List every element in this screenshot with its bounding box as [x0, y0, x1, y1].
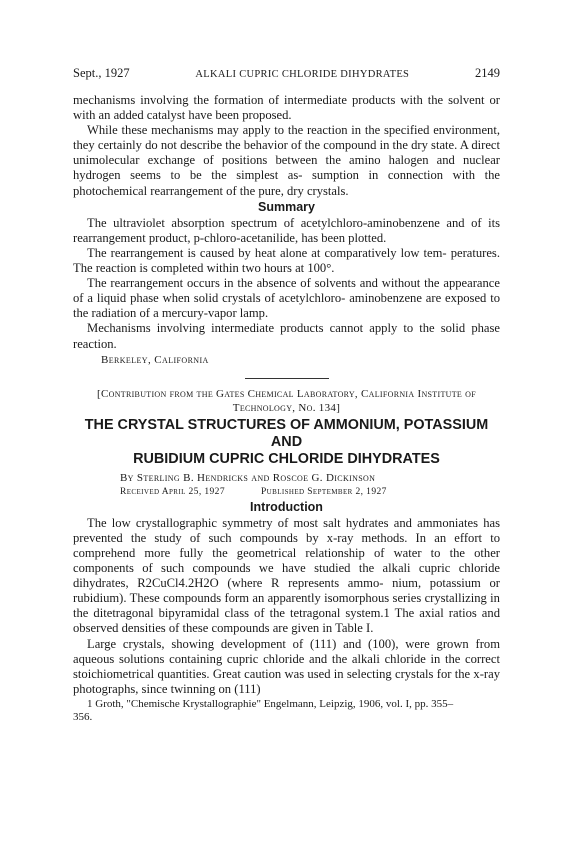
text-line: and of its rearrangement product, p-chloro-acetanilide, has been plotted. [73, 215, 500, 245]
introduction-heading: Introduction [250, 499, 323, 514]
text-line: from aqueous solutions containing cupric chloride and the alkali chloride [73, 636, 500, 666]
article-title [73, 417, 500, 468]
publication-dates [73, 485, 500, 499]
text-line: The rearrangement is caused by heat alone at comparatively low tem- [87, 245, 451, 260]
text-line: peratures. The reaction is completed within two hours at 100°. [73, 245, 500, 276]
section-divider [245, 378, 329, 379]
prev-article-paragraph [73, 123, 500, 198]
contribution-line: Technology, No. 134] [232, 401, 341, 414]
summary-paragraph [73, 321, 500, 351]
text-line: the appearance of a liquid phase when solid crystals of acetylchloro- [73, 276, 500, 306]
text-line: has prevented the study of such compounds by x-ray methods. In [73, 515, 500, 545]
introduction-paragraph [73, 516, 500, 637]
text-line: in the correct stoichiometrical quantities. Great caution was used in [73, 651, 500, 681]
author-byline: By Sterling B. Hendricks and Roscoe G. Dickinson [120, 471, 376, 484]
introduction-paragraph [73, 637, 500, 697]
text-line: pure, dry crystals. [258, 183, 349, 198]
text-line: environment, they certainly do not describe the behavior of the compound [73, 123, 500, 153]
text-line: an effort to comprehend more fully the geometrical relationship of water [73, 530, 501, 560]
page-number: 2149 [474, 66, 500, 80]
published-date: Published September 2, 1927 [260, 486, 387, 497]
summary-heading: Summary [258, 199, 315, 214]
text-line: The low crystallographic symmetry of most salt hydrates and ammoniates [87, 515, 484, 530]
header-date: Sept., 1927 [73, 66, 130, 80]
text-line: While these mechanisms may apply to the reaction in the specified [87, 123, 434, 138]
author-location: Berkeley, California [101, 353, 209, 366]
prev-article-paragraph [73, 93, 500, 123]
summary-paragraph [73, 276, 500, 321]
text-line: The ultraviolet absorption spectrum of acetylchloro-aminobenzene [87, 215, 447, 230]
text-line: The rearrangement occurs in the absence of solvents and without [87, 276, 425, 291]
text-line: isomorphous series crystallizing in the ditetragonal bipyramidal class of [73, 591, 500, 621]
text-line: cupric chloride dihydrates, R2CuCl4.2H2O (where R represents ammo- [73, 561, 500, 591]
title-line: THE CRYSTAL STRUCTURES OF AMMONIUM, POTASSIUM AND [84, 416, 489, 450]
text-line: the amino halogen and nuclear hydrogen seems to be the simplest as- [73, 153, 501, 183]
summary-paragraph [73, 246, 500, 276]
text-line: Large crystals, showing development of (111) and (100), were grown [87, 636, 476, 651]
text-line: phase reaction. [73, 321, 500, 351]
text-line: compounds are given in Table I. [211, 621, 374, 636]
footnote-line: 356. [73, 710, 93, 723]
text-line: mechanisms involving the formation of intermediate products with the [73, 93, 449, 107]
footnote-line: 1 Groth, "Chemische Krystallographie" Engelmann, Leipzig, 1906, vol. I, pp. 355– [87, 697, 454, 710]
running-header [73, 66, 500, 81]
received-date: Received April 25, 1927 [120, 486, 225, 497]
footnote [73, 698, 500, 724]
text-line: selecting crystals for the x-ray photographs, since twinning on (111) [73, 666, 501, 696]
text-line: Mechanisms involving intermediate products cannot apply to the solid [87, 321, 472, 336]
text-line: to the other components of such compounds we have studied the alkali [73, 545, 500, 576]
text-line: aminobenzene are exposed to the radiation of a mercury-vapor lamp. [73, 291, 500, 321]
text-line: solvent or with an added catalyst have been proposed. [73, 93, 500, 123]
page-body [73, 93, 500, 724]
text-line: nium, potassium or rubidium). These compounds form an apparently [73, 576, 500, 606]
title-line: RUBIDIUM CUPRIC CHLORIDE DIHYDRATES [133, 450, 440, 467]
text-line: in the dry state. A direct unimolecular exchange of positions between [73, 138, 500, 168]
running-title: ALKALI CUPRIC CHLORIDE DIHYDRATES [195, 69, 410, 80]
contribution-line: [Contribution from the Gates Chemical Laboratory, California Institute of [97, 387, 476, 400]
text-line: the tetragonal system.1 The axial ratios and observed densities of these [73, 606, 500, 636]
contribution-note [73, 387, 500, 415]
summary-paragraph [73, 216, 500, 246]
text-line: sumption in connection with the photochemical rearrangement of the [73, 168, 500, 198]
